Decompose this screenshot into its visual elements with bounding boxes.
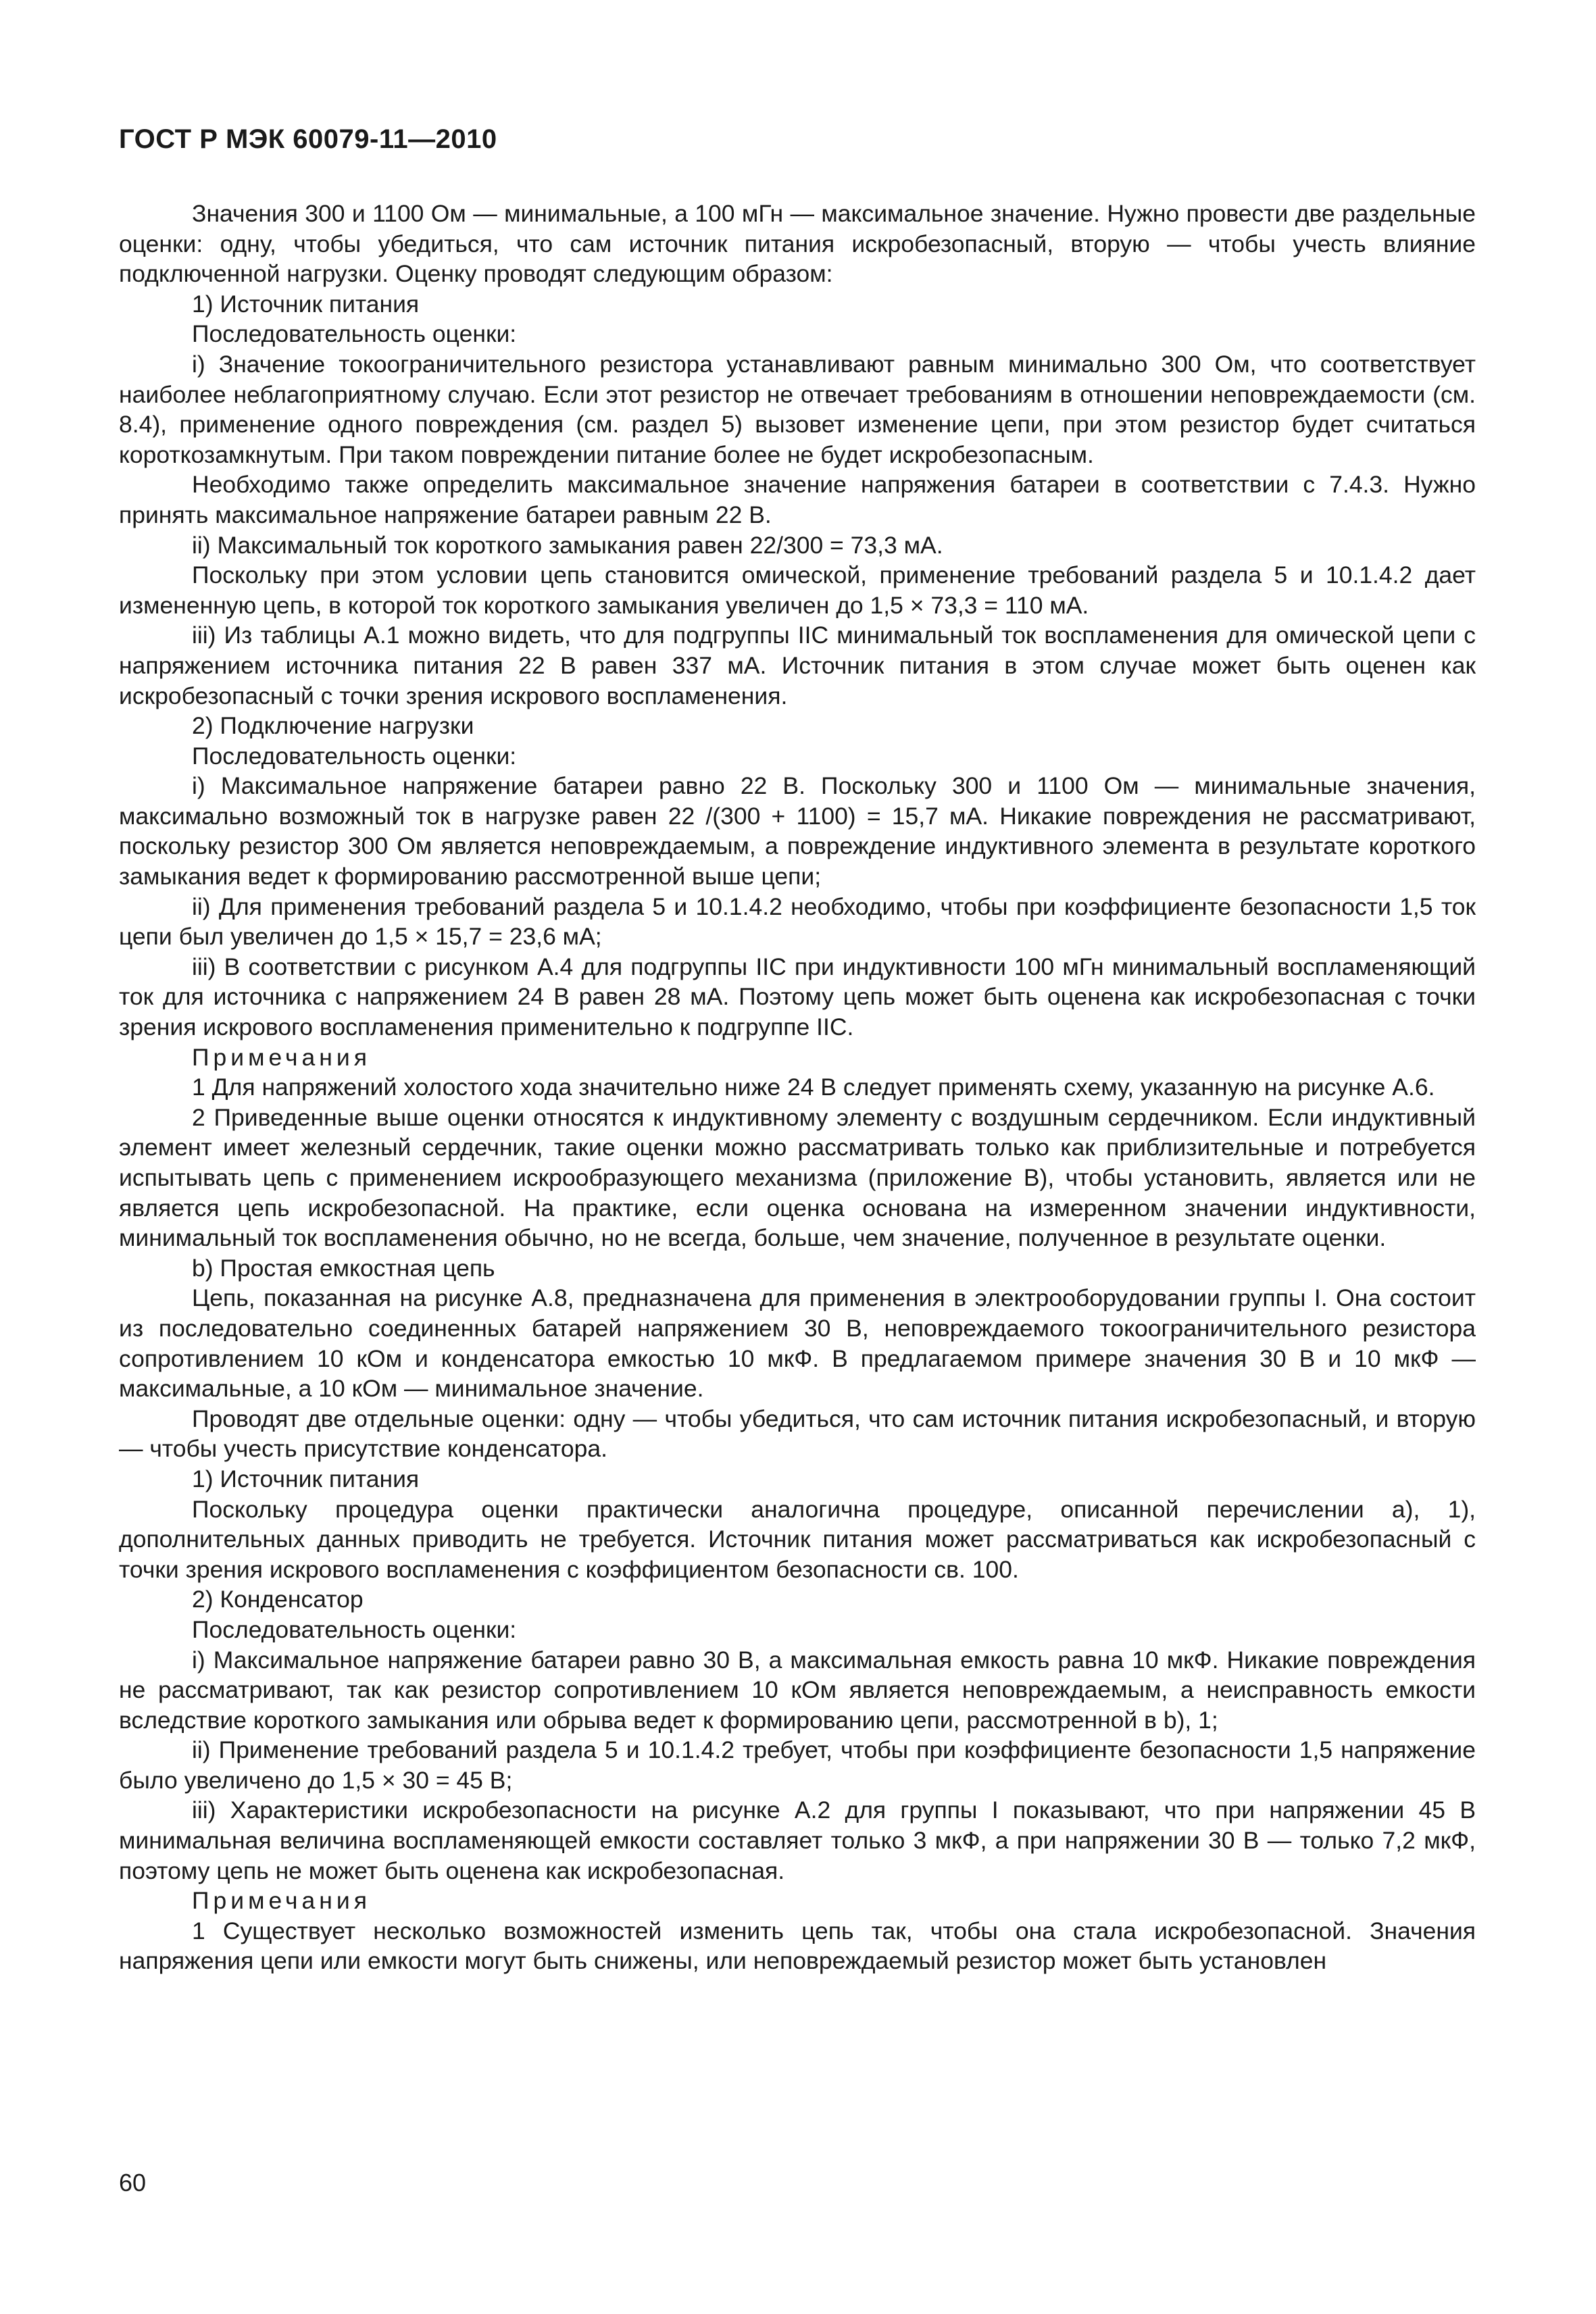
paragraph: 2) Подключение нагрузки <box>192 712 474 740</box>
section-heading: b) Простая емкостная цепь <box>192 1254 495 1282</box>
paragraph: Проводят две отдельные оценки: одну — чтобы убедиться, что сам источник питания искробезопасный, и вторую — чтобы учесть присутствие конденсатора. <box>119 1405 1476 1463</box>
paragraph: ii) Для применения требований раздела 5 и 10.1.4.2 необходимо, чтобы при коэффициенте безопасности 1,5 ток цепи был увеличен до 1,5 × 15,7 = 23,6 мА; <box>119 892 1476 951</box>
paragraph: Необходимо также определить максимальное значение напряжения батареи в соответствии с 7.4.3. Нужно принять максимальное напряжение батареи равным 22 В. <box>119 471 1476 528</box>
note-paragraph: 1 Существует несколько возможностей изменить цепь так, чтобы она стала искробезопасной. Значения напряжения цепи или емкости могут быть снижены, или неповреждаемый резистор может быть установлен <box>119 1917 1476 1975</box>
paragraph: Поскольку при этом условии цепь становится омической, применение требований раздела 5 и 10.1.4.2 дает измененную цепь, в которой ток короткого замыкания увеличен до 1,5 × 73,3 = 110 мА. <box>119 561 1476 619</box>
document-header: ГОСТ Р МЭК 60079-11—2010 <box>119 124 497 154</box>
paragraph: i) Максимальное напряжение батареи равно 30 В, а максимальная емкость равна 10 мкФ. Никакие повреждения не рассматривают, так как резистор сопротивлением 10 кОм является неповреждаемым, а неисправность емкости вследствие короткого замыкания или обрыва ведет к формированию цепи, рассмотренной в b), 1; <box>119 1646 1476 1734</box>
paragraph: i) Максимальное напряжение батареи равно 22 В. Поскольку 300 и 1100 Ом — минимальные значения, максимально возможный ток в нагрузке равен 22 /(300 + 1100) = 15,7 мА. Никакие повреждения не рассматривают, поскольку резистор 300 Ом является неповреждаемым, а повреждение индуктивного элемента в результате короткого замыкания ведет к формированию рассмотренной выше цепи; <box>119 772 1476 890</box>
paragraph: i) Значение токоограничительного резистора устанавливают равным минимально 300 Ом, что соответствует наиболее неблагоприятному случаю. Если этот резистор не отвечает требованиям в отношении неповреждаемости (см. 8.4), применение одного повреждения (см. раздел 5) вызовет изменение цепи, при этом резистор будет считаться короткозамкнутым. При таком повреждении питание более не будет искробезопасным. <box>119 350 1476 468</box>
paragraph: iii) Из таблицы А.1 можно видеть, что для подгруппы IIC минимальный ток воспламенения для омической цепи с напряжением источника питания 22 В равен 337 мА. Источник питания в этом случае может быть оценен как искробезопасный с точки зрения искрового воспламенения. <box>119 622 1476 709</box>
notes-heading: Примечания <box>192 1887 371 1915</box>
paragraph: 1) Источник питания <box>192 290 420 318</box>
paragraph: 2) Конденсатор <box>192 1586 364 1613</box>
paragraph: ii) Максимальный ток короткого замыкания равен 22/300 = 73,3 мА. <box>192 531 943 559</box>
note-paragraph: 2 Приведенные выше оценки относятся к индуктивному элементу с воздушным сердечником. Если индуктивный элемент имеет железный сердечник, такие оценки можно рассматривать только как приблизительные и потребуется испытывать цепь с применением искрообразующего механизма (приложение В), чтобы установить, является или не является цепь искробезопасной. На практике, если оценка основана на измеренном значении индуктивности, минимальный ток воспламенения обычно, но не всегда, больше, чем значение, полученное в результате оценки. <box>119 1103 1476 1252</box>
paragraph: 1) Источник питания <box>192 1465 420 1492</box>
paragraph: ii) Применение требований раздела 5 и 10.1.4.2 требует, чтобы при коэффициенте безопасности 1,5 напряжение было увеличено до 1,5 × 30 = 45 В; <box>119 1736 1476 1794</box>
paragraph: Цепь, показанная на рисунке А.8, предназначена для применения в электрооборудовании группы I. Она состоит из последовательно соединенных батарей напряжением 30 В, неповреждаемого токоограничительного резистора сопротивлением 10 кОм и конденсатора емкостью 10 мкФ. В предлагаемом примере значения 30 В и 10 мкФ — максимальные, а 10 кОм — минимальное значение. <box>119 1284 1476 1403</box>
page-number: 60 <box>119 2169 147 2196</box>
paragraph: Поскольку процедура оценки практически аналогична процедуре, описанной перечислении а), 1), дополнительных данных приводить не требуется. Источник питания может рассматриваться как искробезопасный с точки зрения искрового воспламенения с коэффициентом безопасности св. 100. <box>119 1495 1476 1583</box>
paragraph: Последовательность оценки: <box>192 742 517 770</box>
paragraph: Последовательность оценки: <box>192 320 517 348</box>
notes-heading: Примечания <box>192 1043 371 1071</box>
paragraph: iii) Характеристики искробезопасности на рисунке А.2 для группы I показывают, что при напряжении 45 В минимальная величина воспламеняющей емкости составляет только 3 мкФ, а при напряжении 30 В — только 7,2 мкФ, поэтому цепь не может быть оценена как искробезопасная. <box>119 1796 1476 1884</box>
paragraph: iii) В соответствии с рисунком А.4 для подгруппы IIC при индуктивности 100 мГн минимальный воспламеняющий ток для источника с напряжением 24 В равен 28 мА. Поэтому цепь может быть оценена как искробезопасная с точки зрения искрового воспламенения применительно к подгруппе IIC. <box>119 953 1476 1041</box>
document-body <box>119 199 1476 1976</box>
note-paragraph: 1 Для напряжений холостого хода значительно ниже 24 В следует применять схему, указанную на рисунке А.6. <box>192 1074 1435 1101</box>
paragraph: Значения 300 и 1100 Ом — минимальные, а 100 мГн — максимальное значение. Нужно провести две раздельные оценки: одну, чтобы убедиться, что сам источник питания искробезопасный, вторую — чтобы учесть влияние подключенной нагрузки. Оценку проводят следующим образом: <box>119 200 1476 288</box>
paragraph: Последовательность оценки: <box>192 1615 517 1643</box>
